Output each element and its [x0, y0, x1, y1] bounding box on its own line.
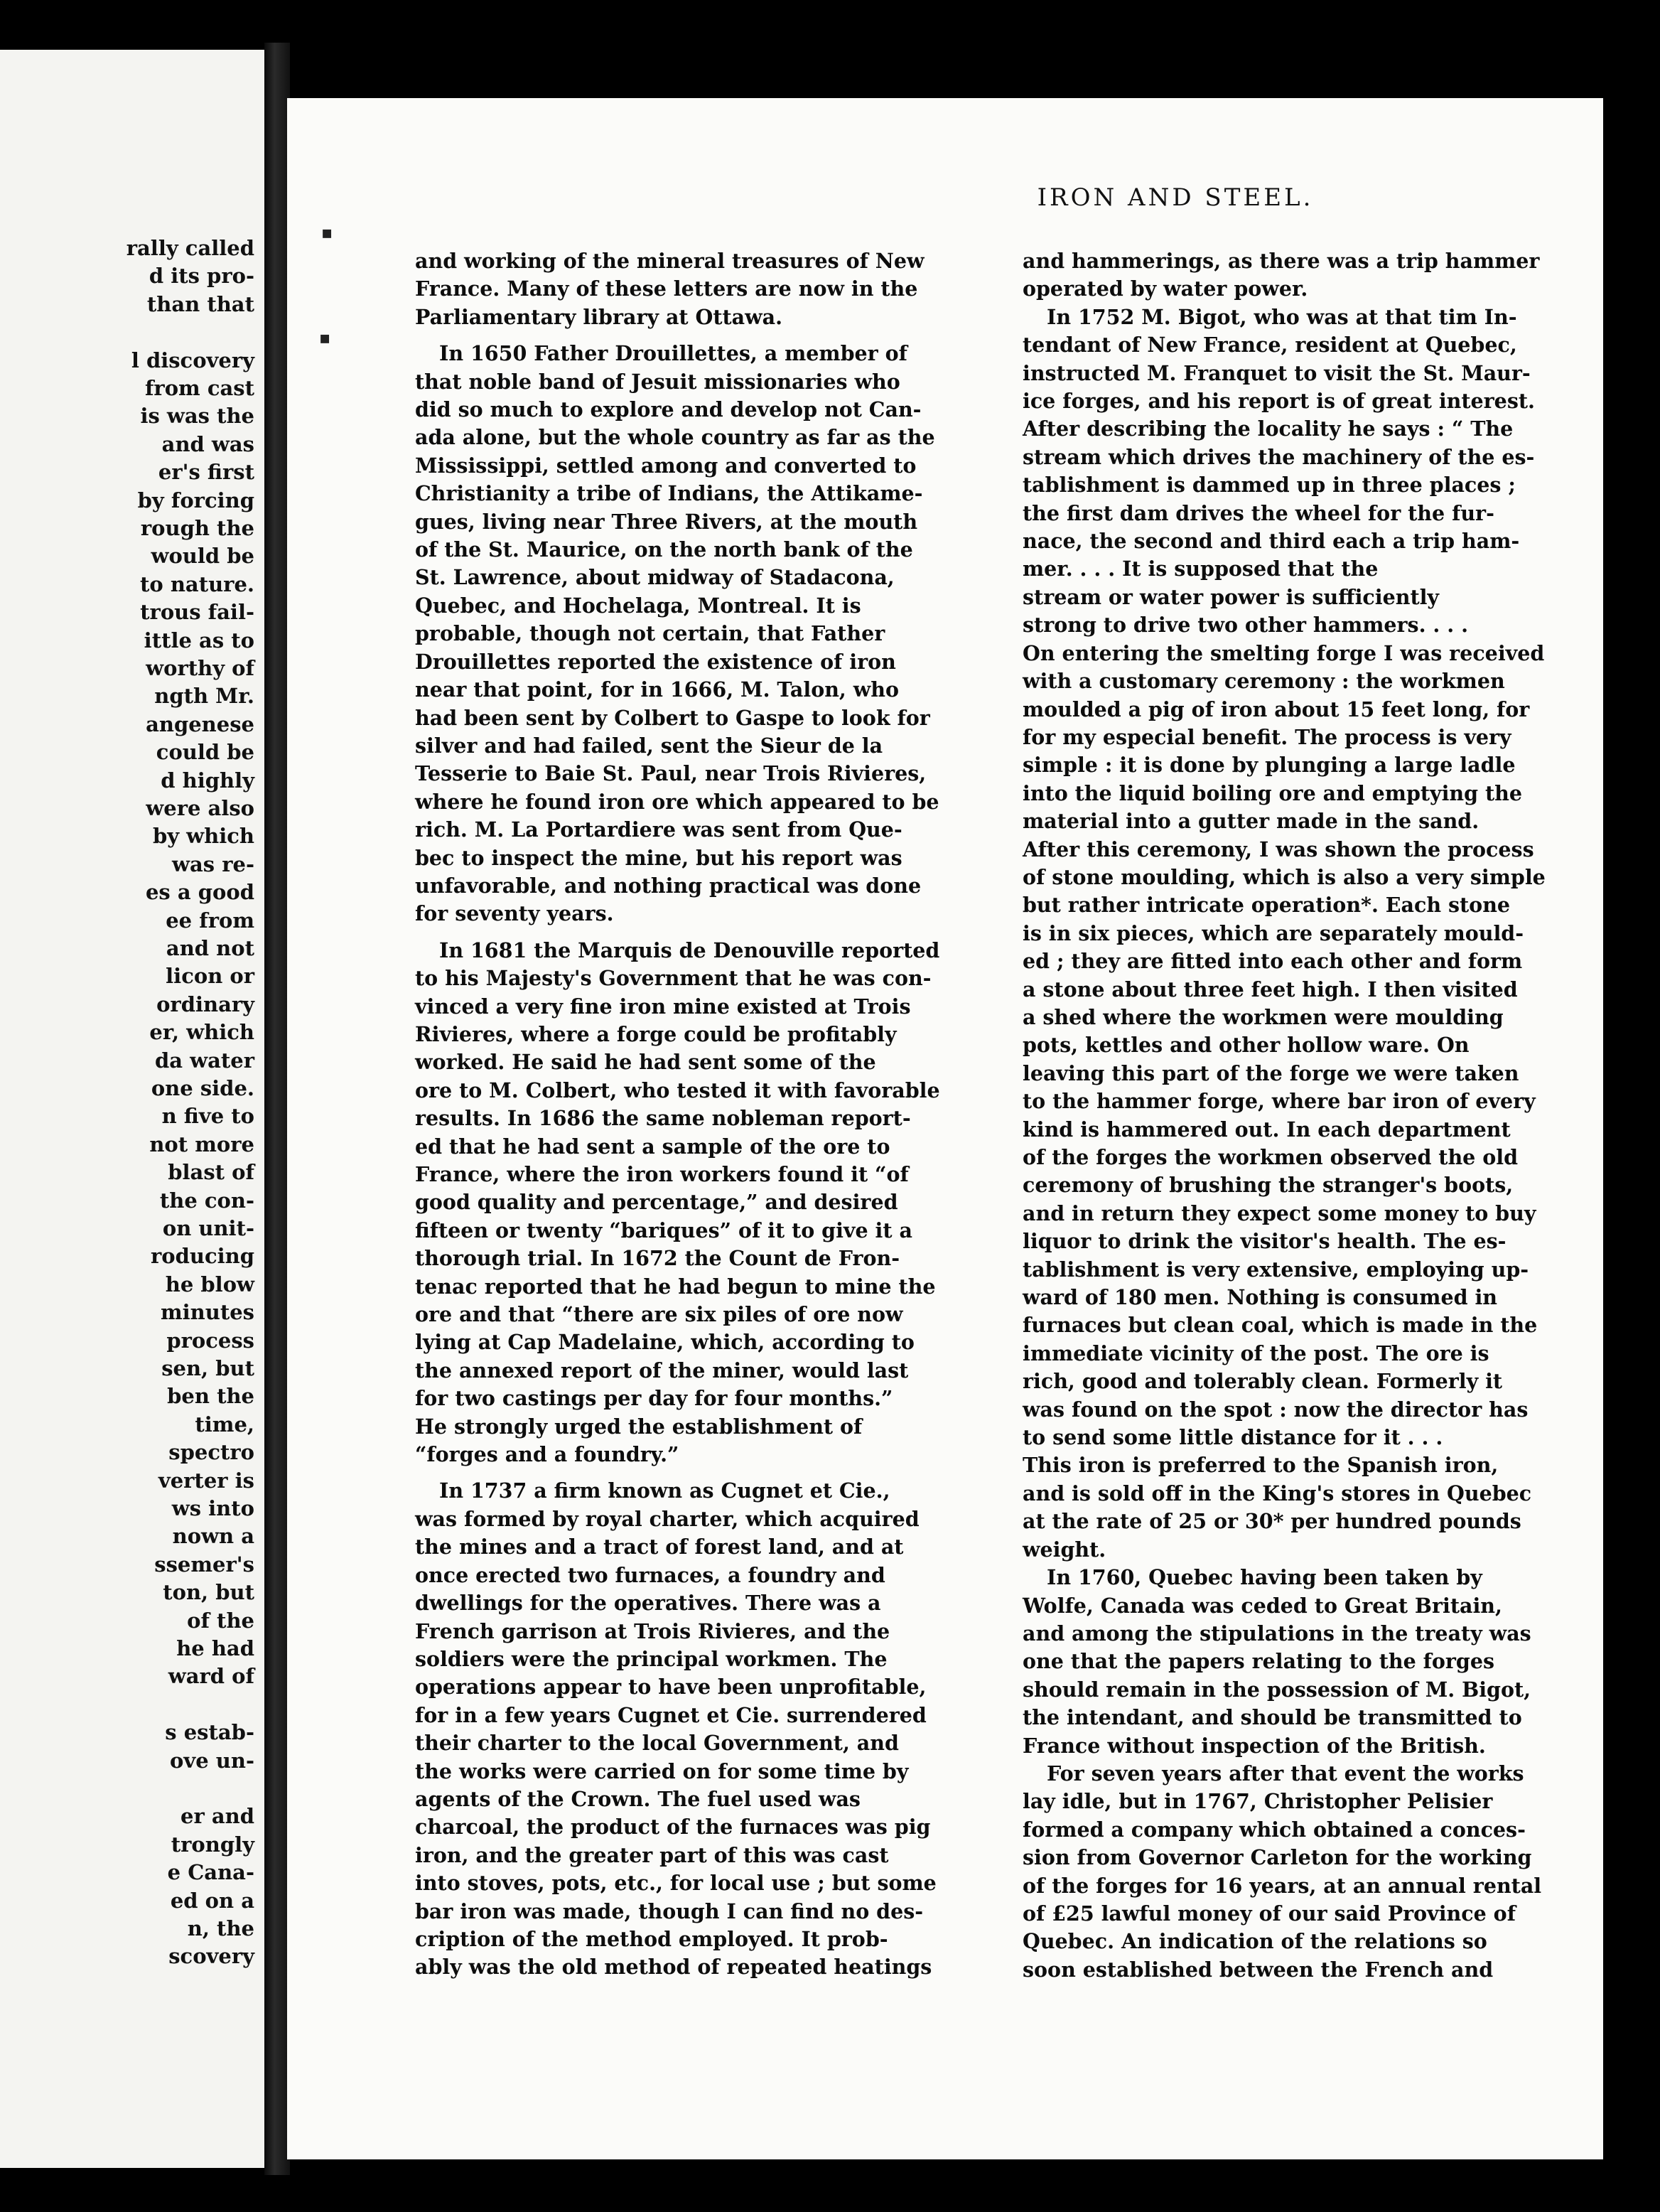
text-line: good quality and percentage,” and desired — [415, 1190, 898, 1215]
text-line: liquor to drink the visitor's health. The es- — [1023, 1229, 1507, 1254]
text-line: the works were carried on for some time by — [415, 1759, 909, 1783]
text-line: for in a few years Cugnet et Cie. surrendered — [415, 1702, 927, 1727]
text-line: tenac reported that he had begun to mine the — [415, 1274, 936, 1299]
text-line: In 1737 a firm known as Cugnet et Cie., — [439, 1478, 890, 1503]
text-fragment: ordinary — [156, 992, 254, 1016]
text-fragment: ed on a — [170, 1888, 254, 1913]
text-line: should remain in the possession of M. Bigot, — [1023, 1677, 1531, 1702]
text-line: ed ; they are fitted into each other and form — [1023, 949, 1523, 974]
text-line: the mines and a tract of forest land, and at — [415, 1535, 904, 1559]
text-line: worked. He said he had sent some of the — [415, 1050, 876, 1075]
text-fragment: er and — [180, 1804, 254, 1829]
text-line: but rather intricate operation*. Each stone — [1023, 893, 1511, 918]
text-line — [415, 331, 969, 340]
text-line: for seventy years. — [415, 901, 614, 926]
text-line: ore and that “there are six piles of ore now — [415, 1302, 903, 1327]
text-line: stream which drives the machinery of the es- — [1023, 444, 1535, 469]
text-line: For seven years after that event the works — [1047, 1761, 1524, 1786]
text-fragment: and was — [161, 431, 254, 456]
text-line: of stone moulding, which is also a very simple — [1023, 864, 1546, 889]
text-line: and among the stipulations in the treaty was — [1023, 1621, 1531, 1645]
text-line: cription of the method employed. It prob- — [415, 1926, 888, 1951]
text-line: St. Lawrence, about midway of Stadacona, — [415, 565, 895, 590]
running-head: IRON AND STEEL. — [1037, 183, 1314, 212]
text-line: vinced a very fine iron mine existed at Trois — [415, 994, 911, 1019]
text-line: where he found iron ore which appeared to be — [415, 789, 939, 814]
text-line: once erected two furnaces, a foundry and — [415, 1562, 885, 1587]
text-line: France without inspection of the British. — [1023, 1733, 1486, 1758]
text-line: and working of the mineral treasures of New — [415, 249, 925, 273]
text-fragment: n, the — [187, 1916, 254, 1940]
text-line: of the St. Maurice, on the north bank of the — [415, 537, 913, 562]
text-line: rich, good and tolerably clean. Formerly it — [1023, 1369, 1503, 1394]
margin-dot: ▪ — [319, 328, 331, 348]
text-line: sion from Governor Carleton for the working — [1023, 1845, 1532, 1870]
text-line: Tesserie to Baie St. Paul, near Trois Rivieres, — [415, 761, 927, 786]
text-line: and in return they expect some money to buy — [1023, 1201, 1536, 1225]
text-line: ed that he had sent a sample of the ore to — [415, 1134, 890, 1159]
text-line: France. Many of these letters are now in the — [415, 276, 918, 301]
text-line: After describing the locality he says : “ The — [1023, 417, 1514, 441]
text-line: leaving this part of the forge we were taken — [1023, 1061, 1519, 1085]
text-line: into the liquid boiling ore and emptying the — [1023, 780, 1523, 805]
text-line: ward of 180 men. Nothing is consumed in — [1023, 1285, 1497, 1310]
text-fragment: on unit- — [162, 1216, 254, 1240]
text-fragment: is was the — [140, 404, 254, 429]
text-line: tendant of New France, resident at Quebec, — [1023, 333, 1517, 358]
text-fragment: by which — [152, 824, 254, 849]
left-page — [0, 50, 264, 2168]
text-line: probable, though not certain, that Father — [415, 621, 885, 646]
text-line: to his Majesty's Government that he was con- — [415, 966, 932, 991]
text-fragment: da water — [154, 1048, 254, 1073]
text-line: their charter to the local Government, and — [415, 1731, 899, 1756]
text-line: and is sold off in the King's stores in Quebec — [1023, 1481, 1532, 1505]
text-line: In 1752 M. Bigot, who was at that tim In- — [1047, 304, 1517, 329]
text-line: operations appear to have been unprofitable, — [415, 1675, 927, 1700]
text-fragment: scovery — [168, 1944, 254, 1969]
text-fragment: blast of — [168, 1160, 254, 1185]
text-line: tablishment is dammed up in three places ; — [1023, 473, 1516, 498]
text-line: to the hammer forge, where bar iron of every — [1023, 1089, 1536, 1114]
text-line: He strongly urged the establishment of — [415, 1414, 863, 1439]
text-line: nace, the second and third each a trip ham- — [1023, 529, 1520, 554]
text-line: is in six pieces, which are separately mould- — [1023, 920, 1524, 945]
text-line: agents of the Crown. The fuel used was — [415, 1786, 861, 1811]
text-line — [415, 928, 969, 937]
text-fragment: by forcing — [137, 488, 254, 512]
text-line: fifteen or twenty “bariques” of it to give it a — [415, 1218, 912, 1242]
text-fragment: rough the — [140, 516, 254, 540]
text-fragment: could be — [156, 740, 254, 765]
text-line: weight. — [1023, 1537, 1106, 1562]
book-gutter — [264, 43, 290, 2175]
text-line: to send some little distance for it . . . — [1023, 1425, 1443, 1450]
text-line: dwellings for the operatives. There was a — [415, 1591, 881, 1616]
text-line: bec to inspect the mine, but his report was — [415, 845, 902, 870]
text-line: at the rate of 25 or 30* per hundred pounds — [1023, 1509, 1521, 1534]
text-fragment: n five to — [161, 1104, 254, 1129]
text-fragment: ngth Mr. — [154, 684, 254, 709]
text-line: moulded a pig of iron about 15 feet long, for — [1023, 697, 1530, 721]
text-fragment: s estab- — [165, 1720, 254, 1745]
text-line: Mississippi, settled among and converted to — [415, 453, 917, 478]
text-line: In 1650 Father Drouillettes, a member of — [439, 341, 907, 366]
text-fragment: and not — [166, 936, 254, 960]
text-line: On entering the smelting forge I was received — [1023, 640, 1545, 665]
text-fragment: nown a — [172, 1524, 254, 1549]
text-line: instructed M. Franquet to visit the St. Maur- — [1023, 360, 1531, 385]
text-fragment: minutes — [160, 1300, 254, 1325]
text-fragment: ittle as to — [144, 628, 254, 653]
right-page — [287, 98, 1603, 2159]
text-line: with a customary ceremony : the workmen — [1023, 669, 1505, 694]
text-line: soldiers were the principal workmen. The — [415, 1646, 888, 1671]
text-fragment: es a good — [145, 880, 254, 905]
text-line: ada alone, but the whole country as far as the — [415, 425, 935, 450]
text-line: the first dam drives the wheel for the fur- — [1023, 500, 1494, 525]
text-line: Christianity a tribe of Indians, the Attikame- — [415, 481, 923, 506]
text-line: into stoves, pots, etc., for local use ; but some — [415, 1871, 937, 1896]
text-fragment: ee from — [166, 908, 254, 933]
text-fragment: e Cana- — [167, 1860, 254, 1885]
text-line: a shed where the workmen were moulding — [1023, 1004, 1504, 1029]
text-line: In 1760, Quebec having been taken by — [1047, 1565, 1482, 1590]
text-line: Rivieres, where a forge could be profitably — [415, 1021, 897, 1046]
text-fragment: trongly — [171, 1832, 254, 1857]
text-column-2 — [1023, 247, 1577, 1984]
text-line: the annexed report of the miner, would last — [415, 1358, 909, 1382]
text-line: kind is hammered out. In each department — [1023, 1117, 1511, 1142]
text-line: charcoal, the product of the furnaces was pig — [415, 1815, 931, 1840]
text-line: did so much to explore and develop not Can- — [415, 397, 922, 422]
text-line: Quebec, and Hochelaga, Montreal. It is — [415, 593, 861, 618]
text-fragment: to nature. — [139, 571, 254, 596]
text-fragment: roducing — [150, 1244, 254, 1269]
text-line: mer. . . . It is supposed that the — [1023, 557, 1379, 581]
text-line: of £25 lawful money of our said Province of — [1023, 1901, 1516, 1926]
text-line: a stone about three feet high. I then visited — [1023, 977, 1518, 1002]
text-line: “forges and a foundry.” — [415, 1442, 679, 1467]
text-line: for two castings per day for four months.” — [415, 1386, 893, 1411]
text-fragment: licon or — [166, 964, 254, 989]
text-fragment: trous fail- — [140, 600, 254, 625]
text-line: strong to drive two other hammers. . . . — [1023, 613, 1469, 638]
text-fragment: verter is — [158, 1468, 254, 1493]
text-line: bar iron was made, though I can find no des- — [415, 1899, 924, 1923]
text-fragment: ward of — [168, 1664, 254, 1689]
text-fragment: he had — [176, 1636, 254, 1660]
text-line: In 1681 the Marquis de Denouville reported — [439, 938, 940, 962]
text-fragment: ssemer's — [154, 1552, 254, 1577]
text-line: immediate vicinity of the post. The ore is — [1023, 1341, 1489, 1365]
text-line: pots, kettles and other hollow ware. On — [1023, 1033, 1470, 1058]
text-fragment: process — [166, 1328, 254, 1353]
text-fragment: than that — [146, 291, 254, 316]
text-line: gues, living near Three Rivers, at the mouth — [415, 509, 918, 534]
text-line: near that point, for in 1666, M. Talon, who — [415, 677, 900, 702]
text-line: thorough trial. In 1672 the Count de Fron- — [415, 1246, 900, 1271]
text-line: for my especial benefit. The process is very — [1023, 724, 1511, 749]
text-fragment: the con- — [159, 1188, 254, 1213]
text-fragment: sen, but — [161, 1356, 254, 1380]
text-fragment: one side. — [151, 1076, 254, 1100]
text-fragment: er's first — [158, 460, 254, 485]
text-fragment: spectro — [168, 1440, 254, 1465]
text-line: of the forges the workmen observed the old — [1023, 1145, 1518, 1169]
text-line: This iron is preferred to the Spanish iron, — [1023, 1453, 1499, 1478]
text-line: unfavorable, and nothing practical was done — [415, 873, 922, 898]
text-line: material into a gutter made in the sand. — [1023, 809, 1480, 834]
text-line: ceremony of brushing the stranger's boots, — [1023, 1173, 1514, 1198]
text-line: ice forges, and his report is of great interest. — [1023, 389, 1535, 414]
text-line: iron, and the greater part of this was cast — [415, 1842, 889, 1867]
text-line: one that the papers relating to the forges — [1023, 1649, 1495, 1674]
text-line: furnaces but clean coal, which is made in the — [1023, 1313, 1538, 1338]
text-line: was formed by royal charter, which acquired — [415, 1506, 920, 1531]
text-line: simple : it is done by plunging a large ladle — [1023, 753, 1516, 778]
text-fragment: he blow — [165, 1272, 254, 1296]
text-fragment: d its pro- — [149, 264, 254, 289]
text-line: silver and had failed, sent the Sieur de la — [415, 733, 883, 758]
text-fragment: were also — [146, 796, 254, 820]
text-fragment: ben the — [167, 1384, 254, 1409]
text-line: tablishment is very extensive, employing up- — [1023, 1257, 1529, 1282]
text-line: operated by water power. — [1023, 276, 1308, 301]
text-fragment: from cast — [144, 376, 254, 400]
text-fragment: l discovery — [131, 348, 254, 372]
text-fragment: of the — [187, 1608, 254, 1633]
text-line: ably was the old method of repeated heatings — [415, 1955, 932, 1980]
text-line: results. In 1686 the same nobleman report- — [415, 1106, 911, 1131]
text-line: Parliamentary library at Ottawa. — [415, 304, 783, 329]
text-line: Quebec. An indication of the relations so — [1023, 1929, 1487, 1954]
text-fragment: d highly — [161, 768, 254, 793]
text-fragment: time, — [195, 1412, 254, 1437]
text-fragment: ws into — [171, 1496, 254, 1520]
text-fragment: ove un- — [170, 1748, 254, 1773]
text-line: ore to M. Colbert, who tested it with favorable — [415, 1078, 940, 1102]
text-fragment: angenese — [146, 712, 254, 736]
text-fragment: ton, but — [163, 1580, 254, 1605]
text-line: stream or water power is sufficiently — [1023, 584, 1439, 609]
text-line: France, where the iron workers found it “of — [415, 1162, 909, 1186]
text-line: and hammerings, as there was a trip hammer — [1023, 249, 1540, 273]
text-line: lying at Cap Madelaine, which, according to — [415, 1330, 915, 1355]
text-line: the intendant, and should be transmitted to — [1023, 1705, 1522, 1730]
text-fragment: worthy of — [146, 656, 254, 680]
text-line: Drouillettes reported the existence of iron — [415, 649, 896, 674]
text-fragment: er, which — [149, 1020, 254, 1045]
text-line: lay idle, but in 1767, Christopher Pelisier — [1023, 1789, 1493, 1814]
text-line: that noble band of Jesuit missionaries who — [415, 369, 900, 394]
text-line: soon established between the French and — [1023, 1957, 1494, 1982]
text-line: formed a company which obtained a conces- — [1023, 1817, 1526, 1842]
text-line: was found on the spot : now the director has — [1023, 1397, 1529, 1422]
text-line — [415, 1469, 969, 1477]
text-fragment: not more — [149, 1132, 254, 1156]
text-fragment: would be — [151, 544, 254, 569]
text-line: had been sent by Colbert to Gaspe to look for — [415, 705, 930, 730]
text-fragment: rally called — [126, 236, 254, 260]
text-column-1 — [415, 247, 969, 1982]
text-line: rich. M. La Portardiere was sent from Que- — [415, 817, 902, 842]
text-line: After this ceremony, I was shown the process — [1023, 837, 1534, 861]
text-fragment: was re- — [172, 852, 254, 876]
text-line: Wolfe, Canada was ceded to Great Britain, — [1023, 1593, 1502, 1618]
text-line: of the forges for 16 years, at an annual rental — [1023, 1873, 1542, 1898]
margin-dot: ▪ — [321, 222, 333, 242]
text-line: French garrison at Trois Rivieres, and the — [415, 1618, 890, 1643]
